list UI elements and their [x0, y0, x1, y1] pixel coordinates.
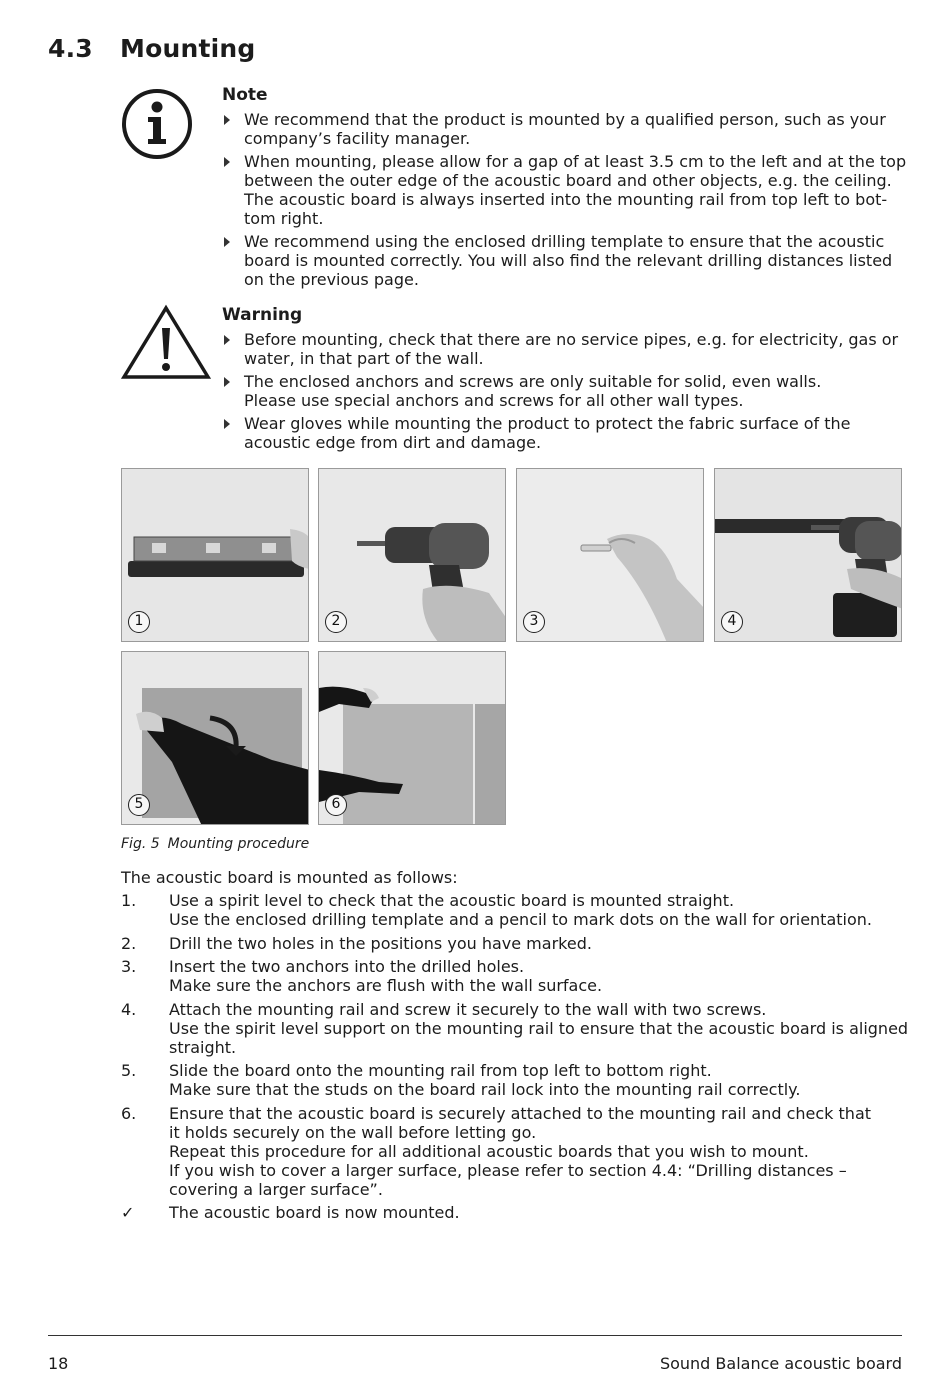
step-number-badge: 6: [325, 794, 347, 816]
section-heading: [48, 34, 255, 63]
bullet-arrow-icon: [224, 115, 230, 125]
warning-title: Warning: [222, 305, 303, 325]
step-number: 3.: [121, 957, 137, 976]
note-bullet: When mounting, please allow for a gap of at least 3.5 cm to the left and at the top between the outer edge of the acoustic board and other objects, e.g. the ceiling. The acoustic board is always inserted into the mounting rail from top left to bot-tom right.: [222, 152, 912, 228]
note-bullet: We recommend that the product is mounted by a qualified person, such as your company’s facility manager.: [222, 110, 912, 148]
photo-slide-board: [121, 651, 309, 825]
step-number: 1.: [121, 891, 137, 910]
figure-caption: [121, 836, 309, 852]
footer-divider: [48, 1335, 902, 1336]
photo-attach-rail: [714, 468, 902, 642]
step-number-badge: 1: [128, 611, 150, 633]
step-number-badge: 3: [523, 611, 545, 633]
bullet-arrow-icon: [224, 157, 230, 167]
procedure-step: 4. Attach the mounting rail and screw it securely to the wall with two screws. Use the spirit level support on the mounting rail to ensure that the acoustic board is aligned straight.: [121, 999, 909, 1057]
procedure-step: 1. Use a spirit level to check that the acoustic board is mounted straight. Use the enclosed drilling template and a pencil to mark dots on the wall for orientation.: [121, 891, 872, 929]
procedure-step: 2. Drill the two holes in the positions you have marked.: [121, 933, 592, 953]
photo-drill-holes: [318, 468, 506, 642]
result-text: The acoustic board is now mounted.: [169, 1203, 460, 1222]
photo-spirit-level: [121, 468, 309, 642]
page-number: 18: [48, 1354, 69, 1373]
figure-label: Fig. 5: [121, 836, 160, 852]
procedure-step: 6. Ensure that the acoustic board is securely attached to the mounting rail and check that it holds securely on the wall before letting go. Repeat this procedure for all additional acoustic boards that you wish to mount. If you wish to cover a larger surface, please refer to section 4.4: “Drilling distances – covering a larger surface”.: [121, 1103, 872, 1199]
step-number-badge: 4: [721, 611, 743, 633]
step-number: 5.: [121, 1061, 137, 1080]
footer-product-name: Sound Balance acoustic board: [659, 1354, 902, 1373]
photo-check-board: [318, 651, 506, 825]
warning-bullet: The enclosed anchors and screws are only suitable for solid, even walls. Please use special anchors and screws for all other wall types.: [222, 372, 822, 410]
section-number: 4.3: [48, 34, 93, 63]
warning-bullet: Wear gloves while mounting the product to protect the fabric surface of the acoustic edge from dirt and damage.: [222, 414, 912, 452]
procedure-step: 3. Insert the two anchors into the drilled holes. Make sure the anchors are flush with the wall surface.: [121, 957, 603, 995]
warning-block: [222, 306, 912, 456]
note-bullet: We recommend using the enclosed drilling template to ensure that the acoustic board is mounted correctly. You will also find the relevant drilling distances listed on the previous page.: [222, 232, 912, 289]
procedure-intro: The acoustic board is mounted as follows:: [121, 868, 458, 887]
note-title: Note: [222, 85, 268, 105]
checkmark-icon: ✓: [121, 1203, 135, 1222]
bullet-arrow-icon: [224, 237, 230, 247]
note-block: [222, 86, 912, 293]
procedure-step: 5. Slide the board onto the mounting rail from top left to bottom right. Make sure that the studs on the board rail lock into the mounting rail correctly.: [121, 1061, 801, 1099]
step-number-badge: 2: [325, 611, 347, 633]
procedure-result: [121, 1203, 911, 1222]
bullet-arrow-icon: [224, 335, 230, 345]
step-number: 4.: [121, 999, 137, 1019]
bullet-arrow-icon: [224, 419, 230, 429]
section-title: Mounting: [120, 34, 256, 63]
warning-icon: [121, 304, 211, 384]
photo-insert-anchors: [516, 468, 704, 642]
step-number: 6.: [121, 1103, 137, 1123]
step-number-badge: 5: [128, 794, 150, 816]
warning-bullet: Before mounting, check that there are no service pipes, e.g. for electricity, gas or water, in that part of the wall.: [222, 330, 912, 368]
bullet-arrow-icon: [224, 377, 230, 387]
step-number: 2.: [121, 933, 137, 953]
info-icon: [121, 88, 193, 164]
procedure-steps: [121, 891, 911, 1222]
figure-caption-text: Mounting procedure: [167, 836, 310, 852]
